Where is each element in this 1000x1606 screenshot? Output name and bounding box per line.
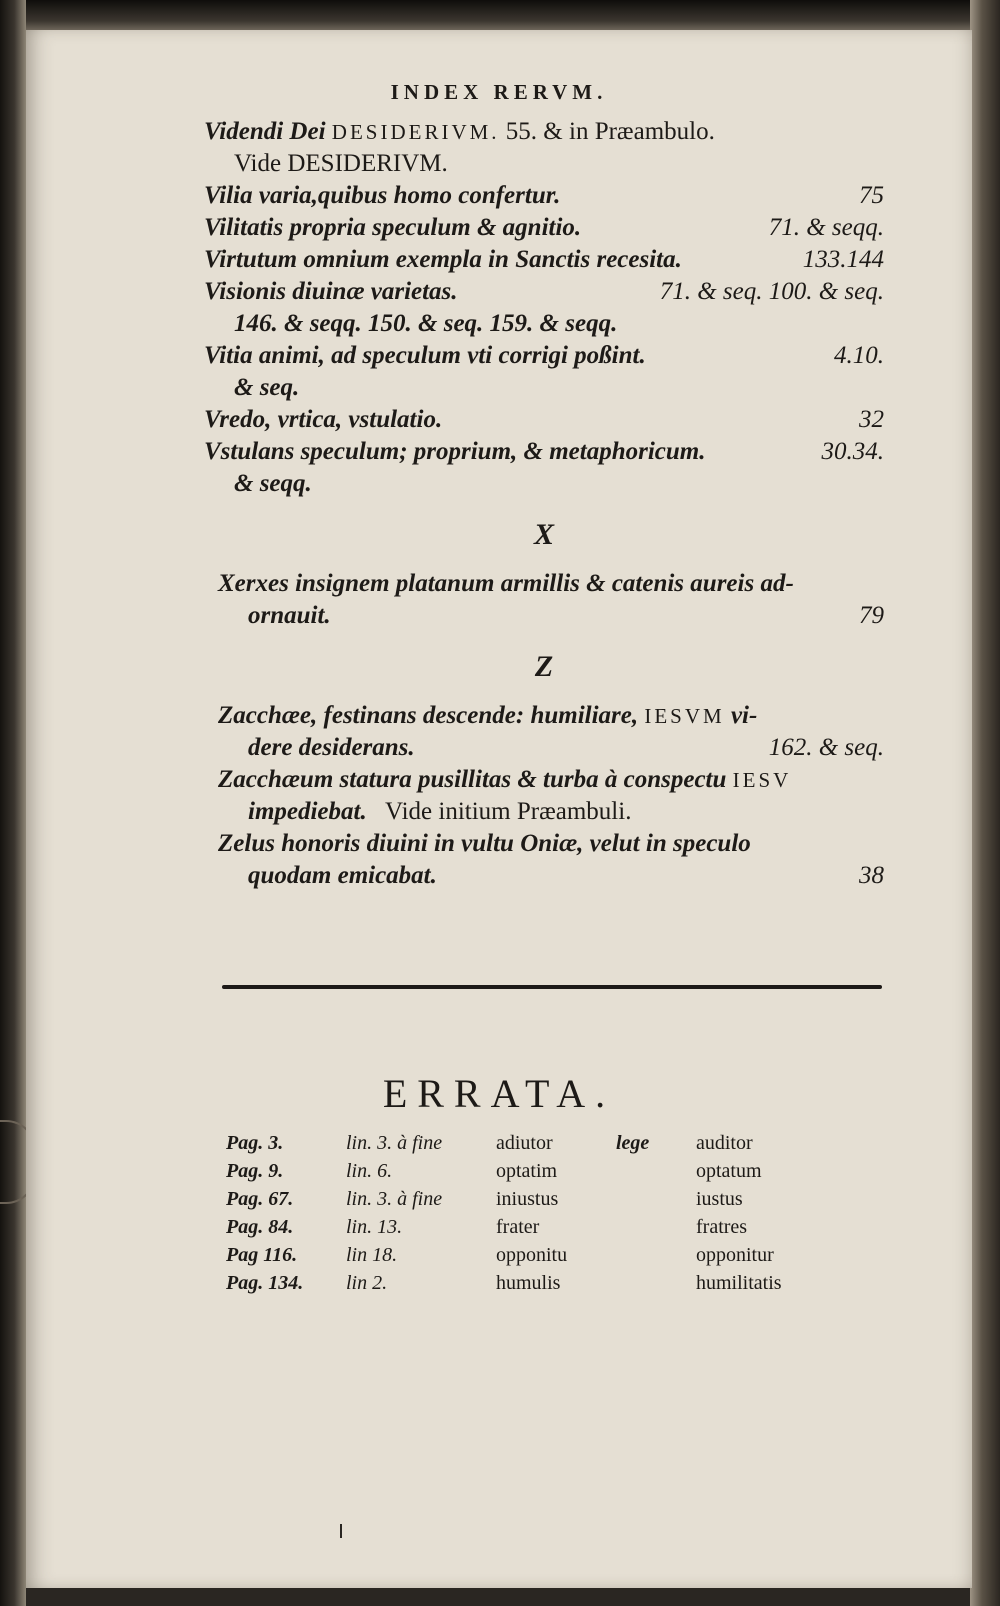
entry-term: Vitia animi, ad speculum vti corrigi poßint. — [204, 342, 646, 369]
errata-row — [226, 1216, 846, 1244]
entry-line2: & seqq. — [234, 470, 312, 497]
index-entry — [204, 568, 884, 632]
entry-term: Xerxes insignem platanum armillis & catenis aureis ad- — [218, 570, 794, 597]
entry-page: 162. & seq. — [768, 734, 884, 761]
entry-term: Visionis diuinæ varietas. — [204, 278, 458, 305]
book-page — [26, 30, 972, 1588]
errata-line: lin 18. — [346, 1244, 398, 1266]
entry-page: 133.144 — [802, 246, 884, 273]
errata-page: Pag 116. — [226, 1244, 298, 1266]
index-entry — [204, 404, 884, 436]
entry-rest: 55. & in Præambulo. — [499, 118, 715, 145]
errata-title: ERRATA. — [382, 1071, 616, 1116]
errata-row — [226, 1160, 846, 1188]
errata-line: lin. 13. — [346, 1216, 403, 1238]
errata-row — [226, 1272, 846, 1300]
book-spine — [0, 0, 26, 1606]
section-letter-x: X — [533, 518, 554, 551]
errata-wrong: optatim — [496, 1160, 558, 1182]
index-entry — [204, 276, 884, 340]
errata-row — [226, 1188, 846, 1216]
entry-smallcaps: DESIDERIVM. — [331, 120, 500, 144]
entry-page: 30.34. — [821, 438, 884, 465]
errata-right: humilitatis — [696, 1272, 782, 1294]
index-entry — [204, 116, 884, 180]
entry-page: 71. & seqq. — [768, 214, 884, 241]
index-entry — [204, 212, 884, 244]
index-entry — [204, 180, 884, 212]
errata-wrong: frater — [496, 1216, 540, 1238]
section-letter-z: Z — [534, 650, 554, 683]
ink-mark — [340, 1524, 342, 1538]
entry-term: Vredo, vrtica, vstulatio. — [204, 406, 443, 433]
entry-page: 71. & seq. 100. & seq. — [659, 278, 884, 305]
errata-line: lin 2. — [346, 1272, 388, 1294]
index-entry — [204, 764, 884, 828]
entry-term: Zacchæe, festinans descende: humiliare, — [218, 702, 645, 729]
right-page-edges — [970, 0, 1000, 1606]
entry-page: 32 — [859, 406, 884, 433]
entry-term: Vilia varia,quibus homo confertur. — [204, 182, 561, 209]
running-head: INDEX RERVM. — [390, 80, 608, 104]
entry-page: 79 — [859, 602, 884, 629]
entry-page: 4.10. — [834, 342, 884, 369]
entry-line2-note: Vide initium Præambuli. — [366, 798, 632, 825]
entry-line2: Vide DESIDERIVM. — [234, 150, 448, 177]
errata-wrong: opponitu — [496, 1244, 568, 1266]
entry-term: Vilitatis propria speculum & agnitio. — [204, 214, 582, 241]
index-entry — [204, 244, 884, 276]
errata-row — [226, 1132, 846, 1160]
entry-term: Videndi Dei — [204, 118, 332, 145]
errata-right: auditor — [696, 1132, 753, 1154]
errata-wrong: adiutor — [496, 1132, 553, 1154]
entry-page: 75 — [859, 182, 884, 209]
errata-right: fratres — [696, 1216, 748, 1238]
entry-line2: dere desiderans. — [248, 734, 415, 761]
entry-smallcaps: IESVM — [644, 704, 725, 728]
errata-lege: lege — [616, 1132, 650, 1154]
errata-line: lin. 3. à fine — [346, 1132, 443, 1154]
entry-line2: impediebat. — [248, 798, 367, 825]
entry-smallcaps: IESV — [732, 768, 792, 792]
errata-line: lin. 3. à fine — [346, 1188, 443, 1210]
errata-page: Pag. 84. — [226, 1216, 294, 1238]
top-page-edges — [0, 0, 1000, 30]
errata-page: Pag. 3. — [226, 1132, 284, 1154]
entry-line2: 146. & seqq. 150. & seq. 159. & seqq. — [234, 310, 618, 337]
index-entries — [204, 116, 884, 892]
errata-page: Pag. 67. — [226, 1188, 294, 1210]
errata-page: Pag. 134. — [226, 1272, 304, 1294]
entry-term: Virtutum omnium exempla in Sanctis recesita. — [204, 246, 682, 273]
entry-page: 38 — [859, 862, 884, 889]
errata-line: lin. 6. — [346, 1160, 393, 1182]
errata-table — [226, 1132, 846, 1300]
index-entry — [204, 828, 884, 892]
entry-line2: quodam emicabat. — [248, 862, 437, 889]
index-entry — [204, 700, 884, 764]
index-entry — [204, 436, 884, 500]
errata-right: optatum — [696, 1160, 762, 1182]
errata-page: Pag. 9. — [226, 1160, 284, 1182]
errata-wrong: iniustus — [496, 1188, 559, 1210]
errata-right: opponitur — [696, 1244, 774, 1266]
entry-term: Zelus honoris diuini in vultu Oniæ, velut in speculo — [218, 830, 751, 857]
entry-term: Zacchæum statura pusillitas & turba à conspectu — [218, 766, 733, 793]
entry-rest: vi- — [724, 702, 758, 729]
horizontal-rule — [222, 985, 882, 989]
entry-line2: ornauit. — [248, 602, 331, 629]
errata-row — [226, 1244, 846, 1272]
errata-right: iustus — [696, 1188, 743, 1210]
index-entry — [204, 340, 884, 404]
entry-term: Vstulans speculum; proprium, & metaphoricum. — [204, 438, 706, 465]
entry-line2: & seq. — [234, 374, 300, 401]
errata-wrong: humulis — [496, 1272, 561, 1294]
